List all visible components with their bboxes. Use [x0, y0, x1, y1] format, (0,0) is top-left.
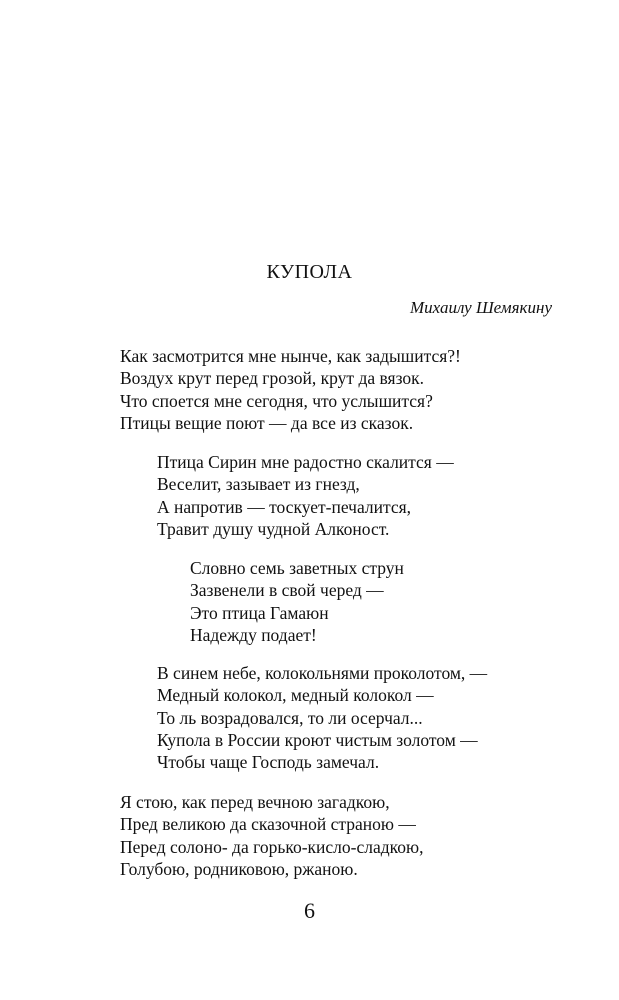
- verse-line: Пред великою да сказочной страною —: [120, 814, 416, 835]
- stanza-4: [157, 662, 487, 773]
- verse-line: Голубою, родниковою, ржаною.: [120, 858, 358, 879]
- verse-line: То ль возрадовался, то ли осерчал...: [157, 707, 423, 728]
- verse-line: В синем небе, колокольнями проколотом, —: [157, 663, 488, 683]
- stanza-1: [120, 345, 461, 434]
- verse-line: Это птица Гамаюн: [190, 602, 329, 623]
- verse-line: Медный колокол, медный колокол —: [157, 685, 434, 706]
- verse-line: Зазвенели в свой черед —: [190, 580, 384, 601]
- poem-title: КУПОЛА: [266, 261, 353, 283]
- stanza-2: [157, 451, 454, 540]
- verse-line: Травит душу чудной Алконост.: [157, 518, 390, 539]
- verse-line: Чтобы чаще Господь замечал.: [157, 752, 380, 773]
- verse-line: Перед солоно- да горько-кисло-сладкою,: [120, 836, 424, 857]
- page-number: 6: [304, 898, 315, 923]
- verse-line: Надежду подает!: [190, 624, 317, 645]
- verse-line: Словно семь заветных струн: [190, 558, 404, 578]
- verse-line: Купола в России кроют чистым золотом —: [157, 729, 478, 750]
- stanza-5: [120, 791, 423, 880]
- stanza-3: [190, 557, 404, 646]
- verse-line: Я стою, как перед вечною загадкою,: [120, 792, 390, 812]
- verse-line: Как засмотрится мне нынче, как задышится?!: [120, 346, 461, 366]
- verse-line: Птицы вещие поют — да все из сказок.: [120, 412, 414, 433]
- poem-dedication: Михаилу Шемякину: [409, 298, 552, 317]
- verse-line: Птица Сирин мне радостно скалится —: [157, 452, 454, 472]
- verse-line: Веселит, зазывает из гнезд,: [157, 474, 360, 495]
- verse-line: Что споется мне сегодня, что услышится?: [120, 390, 433, 411]
- verse-line: А напротив — тоскует-печалится,: [157, 496, 412, 517]
- verse-line: Воздух крут перед грозой, крут да вязок.: [120, 368, 425, 389]
